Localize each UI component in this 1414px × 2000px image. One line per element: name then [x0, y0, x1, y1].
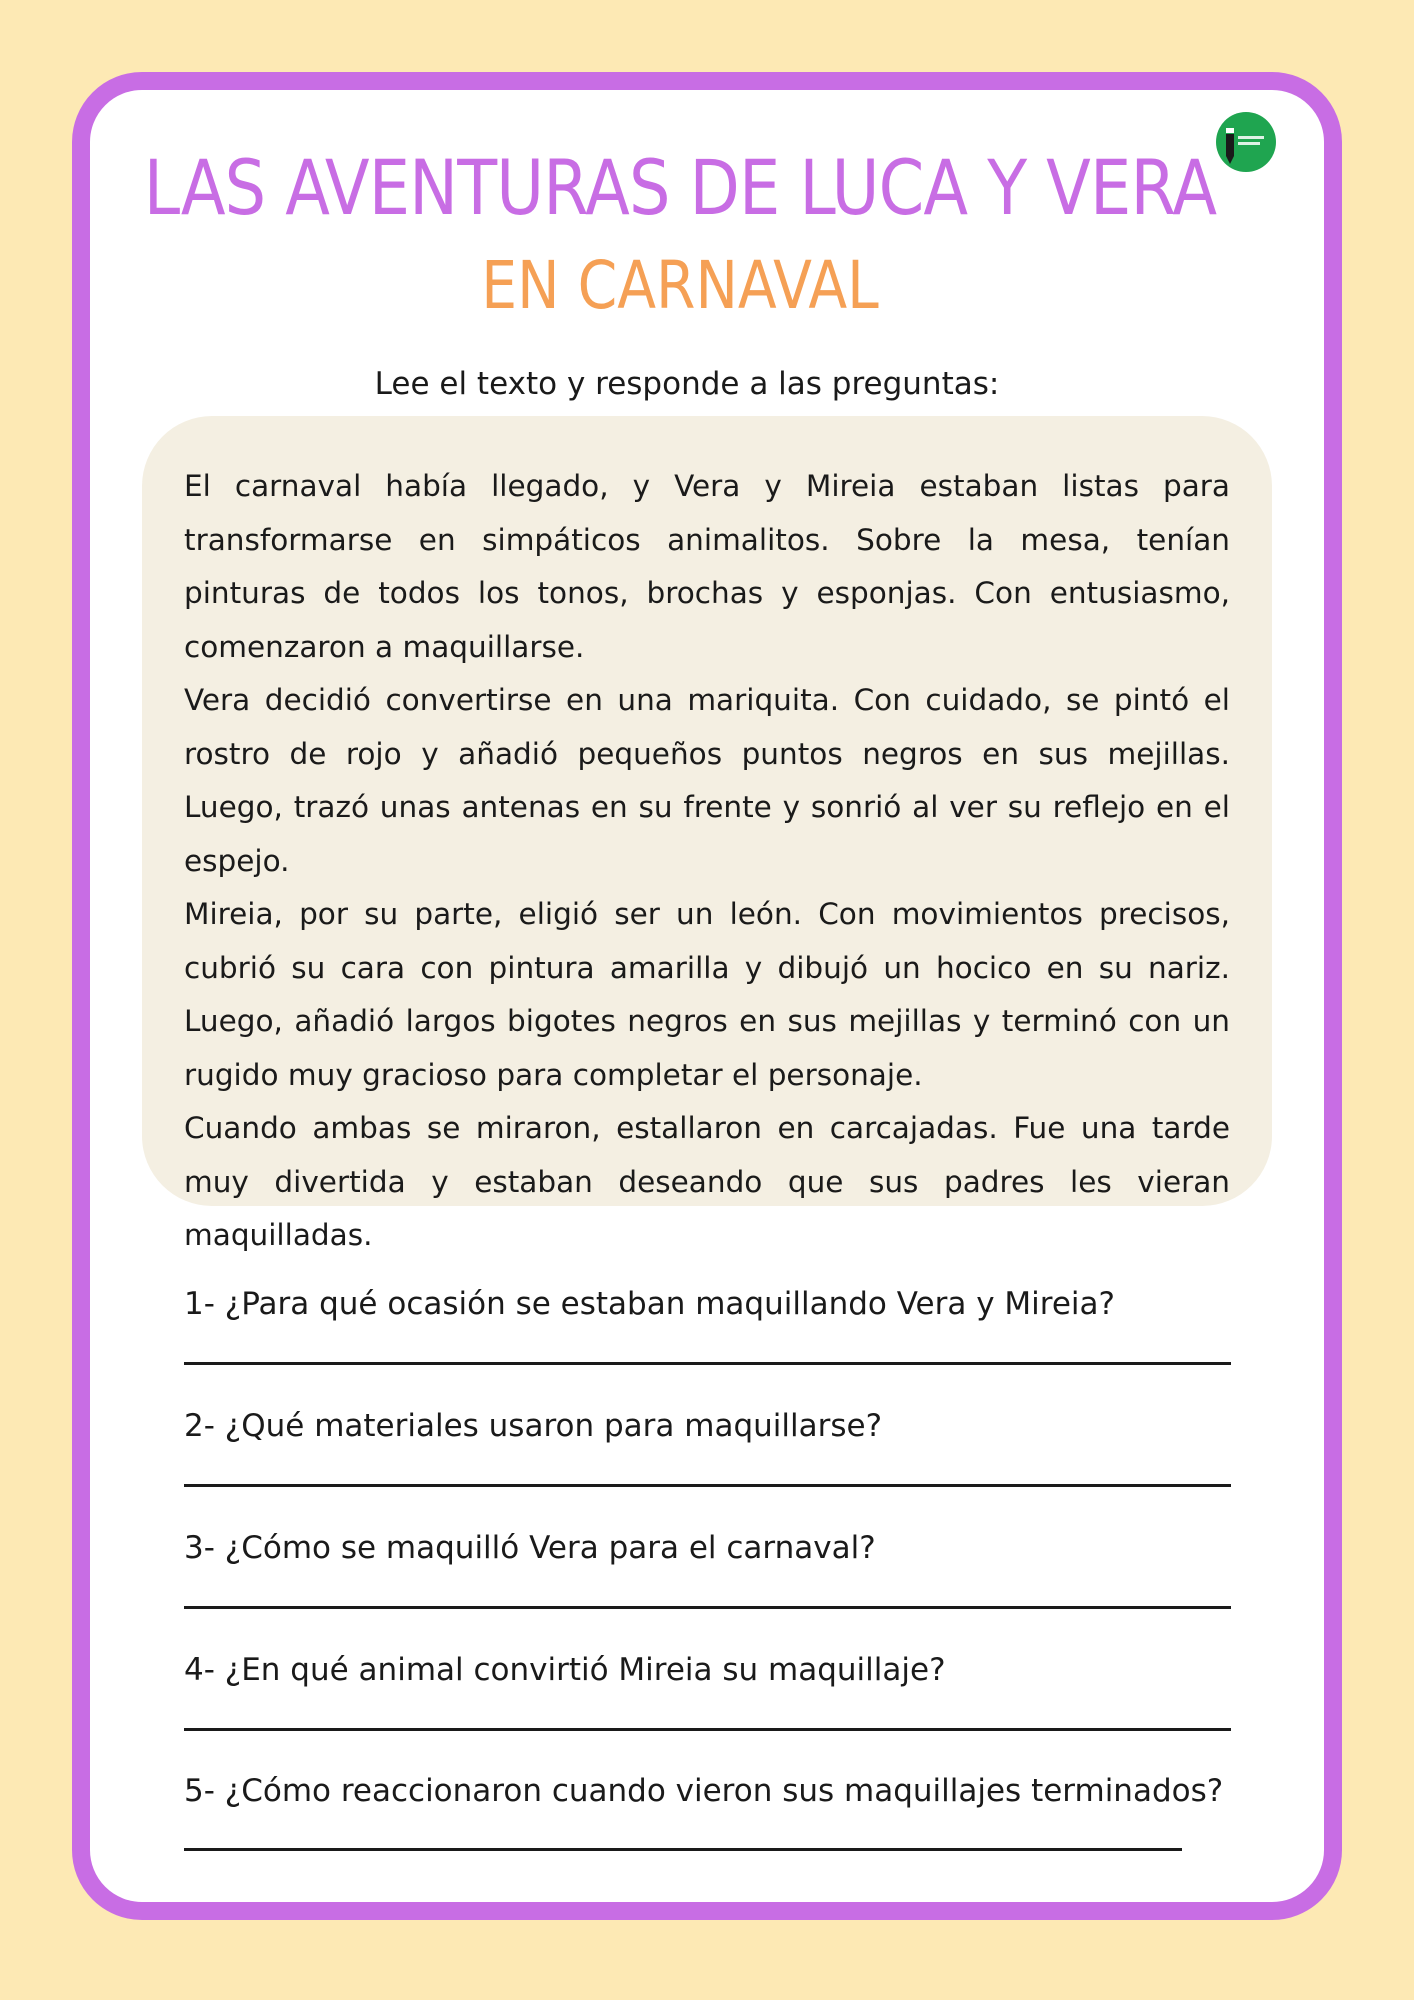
answer-line-1[interactable] — [184, 1362, 1231, 1365]
question-4: 4- ¿En qué animal convirtió Mireia su maquillaje? — [184, 1652, 946, 1688]
instruction-text: Lee el texto y responde a las preguntas: — [374, 366, 1000, 402]
story-paragraph: Mireia, por su parte, eligió ser un león. Con movimientos precisos, cubrió su cara con pintura amarilla y dibujó un hocico en su nariz. Luego, añadió largos bigotes negros en sus mejillas y terminó con un rugido muy gracioso para completar el personaje. — [184, 897, 1230, 1092]
page-subtitle: EN CARNAVAL — [481, 247, 879, 324]
answer-line-2[interactable] — [184, 1484, 1231, 1487]
story-paragraph: El carnaval había llegado, y Vera y Mireia estaban listas para transformarse en simpáticos animalitos. Sobre la mesa, tenían pinturas de todos los tonos, brochas y esponjas. Con entusiasmo, comenzaron a maquillarse. — [184, 469, 1230, 664]
answer-line-5[interactable] — [184, 1848, 1182, 1851]
question-2: 2- ¿Qué materiales usaron para maquillarse? — [184, 1408, 883, 1444]
story-paragraph: Cuando ambas se miraron, estallaron en carcajadas. Fue una tarde muy divertida y estaban deseando que sus padres les vieran maquilladas. — [184, 1111, 1230, 1252]
answer-line-4[interactable] — [184, 1728, 1231, 1731]
question-5: 5- ¿Cómo reaccionaron cuando vieron sus maquillajes terminados? — [184, 1773, 1224, 1809]
question-1: 1- ¿Para qué ocasión se estaban maquillando Vera y Mireia? — [184, 1286, 1115, 1322]
page-title: LAS AVENTURAS DE LUCA Y VERA — [143, 143, 1217, 232]
answer-line-3[interactable] — [184, 1606, 1231, 1609]
question-3: 3- ¿Cómo se maquilló Vera para el carnaval? — [184, 1530, 876, 1566]
story-text — [184, 460, 1230, 1263]
story-paragraph: Vera decidió convertirse en una mariquita. Con cuidado, se pintó el rostro de rojo y añadió pequeños puntos negros en sus mejillas. Luego, trazó unas antenas en su frente y sonrió al ver su reflejo en el espejo. — [184, 683, 1230, 878]
